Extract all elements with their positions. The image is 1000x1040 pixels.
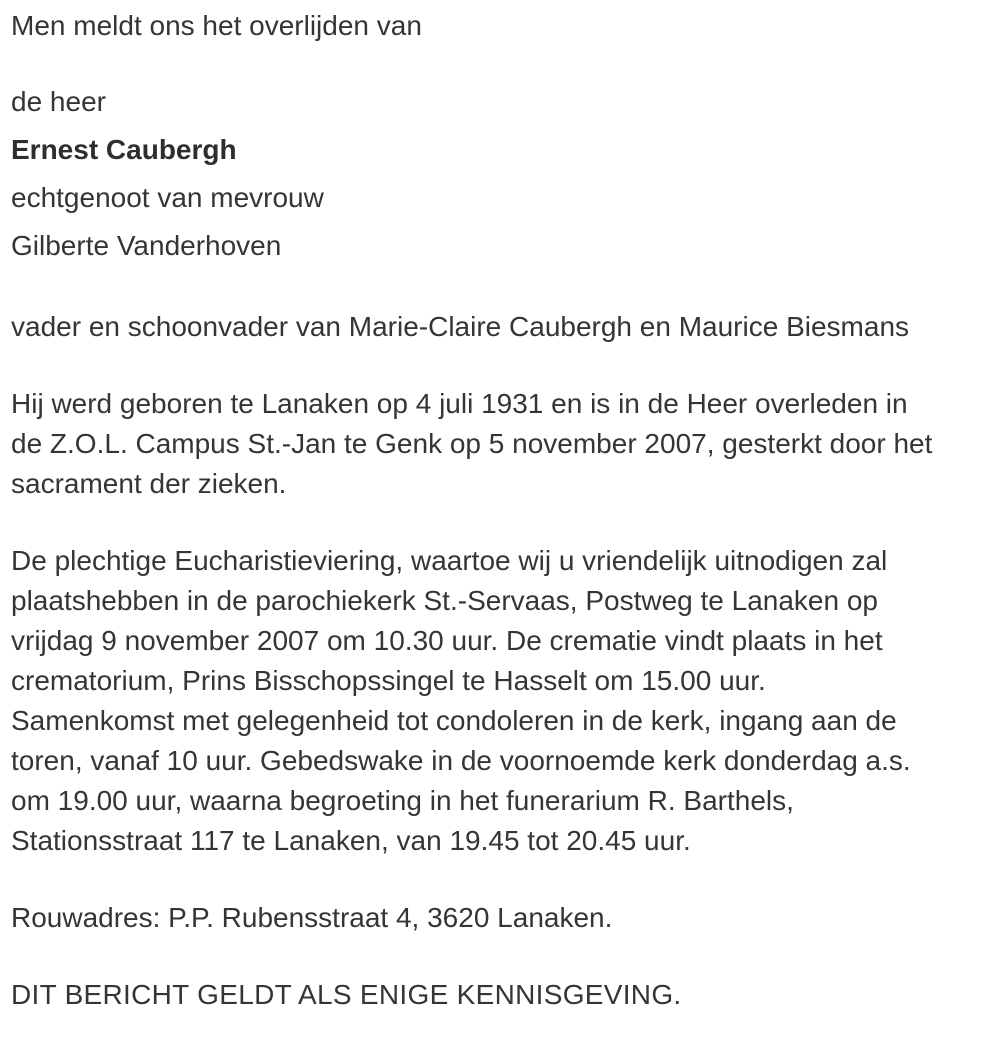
spouse-name: Gilberte Vanderhoven bbox=[11, 230, 282, 261]
closing-notice: DIT BERICHT GELDT ALS ENIGE KENNISGEVING. bbox=[11, 979, 682, 1010]
ceremony-line: plaatshebben in de parochiekerk St.-Servaas, Postweg te Lanaken op bbox=[11, 585, 879, 616]
life-paragraph bbox=[11, 384, 990, 504]
ceremony-line: crematorium, Prins Bisschopssingel te Hasselt om 15.00 uur. bbox=[11, 665, 766, 696]
ceremony-line: om 19.00 uur, waarna begroeting in het funerarium R. Barthels, bbox=[11, 785, 794, 816]
ceremony-line: vrijdag 9 november 2007 om 10.30 uur. De crematie vindt plaats in het bbox=[11, 625, 883, 656]
life-line: sacrament der zieken. bbox=[11, 468, 287, 499]
life-line: de Z.O.L. Campus St.-Jan te Genk op 5 november 2007, gesterkt door het bbox=[11, 428, 933, 459]
ceremony-paragraph bbox=[11, 541, 990, 861]
mourning-address: Rouwadres: P.P. Rubensstraat 4, 3620 Lanaken. bbox=[11, 902, 613, 933]
life-line: Hij werd geboren te Lanaken op 4 juli 1931 en is in de Heer overleden in bbox=[11, 388, 908, 419]
salutation: de heer bbox=[11, 86, 106, 117]
announcement-intro bbox=[11, 6, 990, 46]
mourning-address-paragraph bbox=[11, 898, 990, 938]
ceremony-line: toren, vanaf 10 uur. Gebedswake in de voornoemde kerk donderdag a.s. bbox=[11, 745, 911, 776]
deceased-name: Ernest Caubergh bbox=[11, 134, 237, 165]
family-paragraph bbox=[11, 307, 990, 347]
ceremony-line: Samenkomst met gelegenheid tot condoleren in de kerk, ingang aan de bbox=[11, 705, 897, 736]
deceased-header bbox=[11, 78, 990, 270]
spouse-relation: echtgenoot van mevrouw bbox=[11, 182, 324, 213]
intro-line: Men meldt ons het overlijden van bbox=[11, 10, 422, 41]
closing-notice-paragraph bbox=[11, 975, 990, 1015]
family-line: vader en schoonvader van Marie-Claire Caubergh en Maurice Biesmans bbox=[11, 311, 910, 342]
ceremony-line: De plechtige Eucharistieviering, waartoe wij u vriendelijk uitnodigen zal bbox=[11, 545, 888, 576]
ceremony-line: Stationsstraat 117 te Lanaken, van 19.45 tot 20.45 uur. bbox=[11, 825, 691, 856]
